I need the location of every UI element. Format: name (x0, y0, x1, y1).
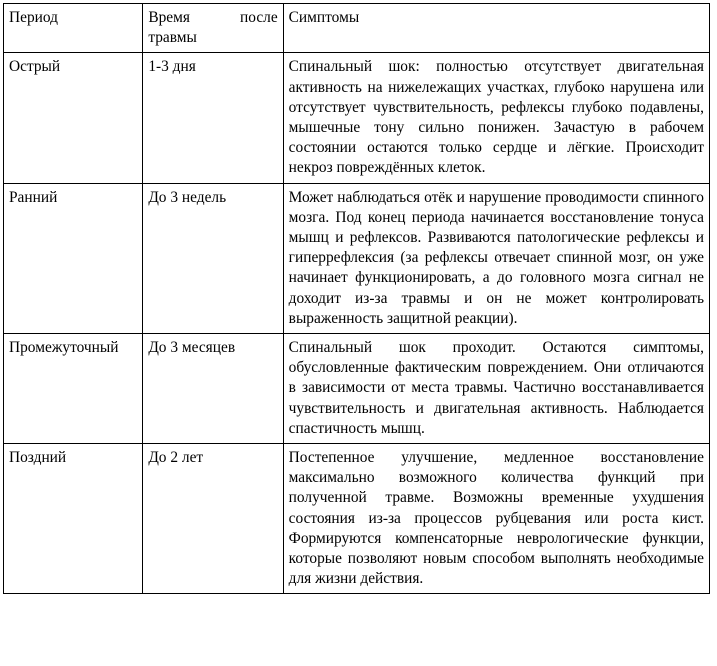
cell-period: Промежуточный (4, 334, 143, 444)
cell-period: Острый (4, 53, 143, 183)
cell-symptoms: Может наблюдаться отёк и нарушение проводимости спинного мозга. Под конец периода начинается восстановление тонуса мышц и рефлексов. Развиваются патологические рефлексы и гиперрефлексия (за рефлексы отвечает спинной мозг, он уже начинает функционировать, а до головного мозга сигнал не доходит из-за травмы и он не может контролировать выраженность защитной реакции). (283, 183, 709, 333)
cell-period: Ранний (4, 183, 143, 333)
table-row (4, 183, 710, 333)
symptoms-table (3, 3, 710, 594)
cell-time: 1-3 дня (143, 53, 283, 183)
cell-symptoms: Постепенное улучшение, медленное восстановление максимально возможного количества функций при полученной травме. Возможны временные ухудшения состояния из-за процессов рубцевания или роста кист. Формируются компенсаторные неврологические функции, которые позволяют новым способом выполнять необходимые для жизни действия. (283, 444, 709, 594)
cell-time: До 2 лет (143, 444, 283, 594)
cell-time: До 3 недель (143, 183, 283, 333)
header-symptoms: Симптомы (283, 4, 709, 53)
header-period: Период (4, 4, 143, 53)
table-row (4, 53, 710, 183)
header-row (4, 4, 710, 53)
cell-time: До 3 месяцев (143, 334, 283, 444)
cell-symptoms: Спинальный шок проходит. Остаются симптомы, обусловленные фактическим повреждением. Они отличаются в зависимости от места травмы. Частично восстанавливается чувствительность и двигательная активность. Наблюдается спастичность мышц. (283, 334, 709, 444)
header-time: Время после травмы (143, 4, 283, 53)
table-row (4, 334, 710, 444)
table-row (4, 444, 710, 594)
cell-period: Поздний (4, 444, 143, 594)
cell-symptoms: Спинальный шок: полностью отсутствует двигательная активность на нижележащих участках, глубоко нарушена или отсутствует чувствительность, рефлексы глубоко подавлены, мышечные тону сильно понижен. Зачастую в рабочем состоянии остаются только сердце и лёгкие. Происходит некроз повреждённых клеток. (283, 53, 709, 183)
